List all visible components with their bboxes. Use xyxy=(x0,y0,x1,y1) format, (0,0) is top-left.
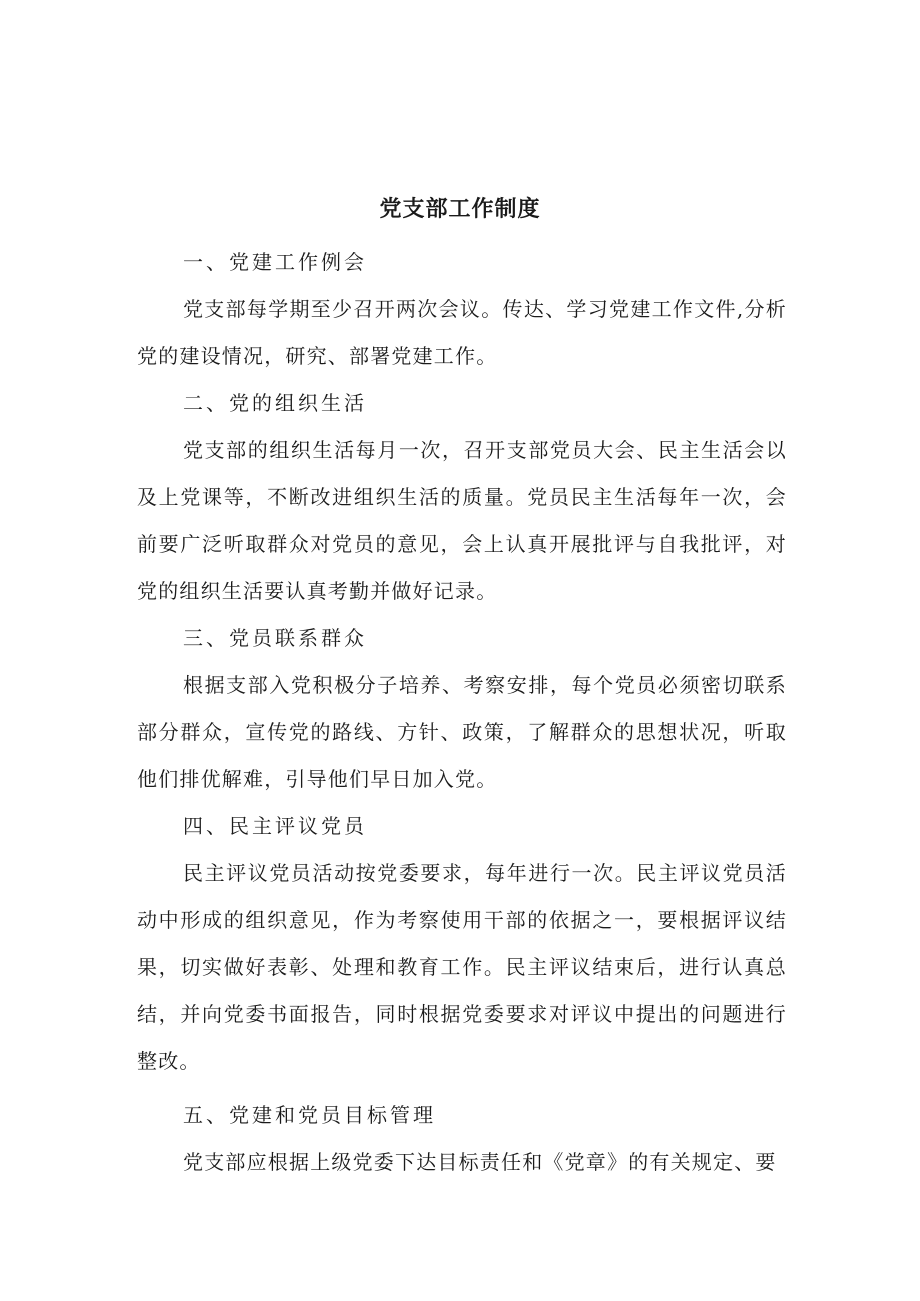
document-title: 党支部工作制度 xyxy=(379,197,541,222)
section-heading-4: 四、民主评议党员 xyxy=(183,814,367,838)
section-heading-3: 三、党员联系群众 xyxy=(183,626,367,650)
section-paragraph-4: 民主评议党员活动按党委要求，每年进行一次。民主评议党员活动中形成的组织意见，作为考察使用干部的依据之一，要根据评议结果，切实做好表彰、处理和教育工作。民主评议结束后，进行认真总结，并向党委书面报告，同时根据党委要求对评议中提出的问题进行整改。 xyxy=(137,861,787,1073)
section-paragraph-5: 党支部应根据上级党委下达目标责任和《党章》的有关规定、要 xyxy=(183,1150,777,1174)
section-paragraph-2: 党支部的组织生活每月一次，召开支部党员大会、民主生活会以及上党课等，不断改进组织生活的质量。党员民主生活每年一次，会前要广泛听取群众对党员的意见，会上认真开展批评与自我批评，对党的组织生活要认真考勤并做好记录。 xyxy=(137,438,787,603)
section-paragraph-3: 根据支部入党积极分子培养、考察安排，每个党员必须密切联系部分群众，宣传党的路线、方针、政策，了解群众的思想状况，听取他们排优解难，引导他们早日加入党。 xyxy=(137,673,787,791)
document-body xyxy=(137,239,787,1186)
section-heading-1: 一、党建工作例会 xyxy=(183,250,367,274)
section-paragraph-1: 党支部每学期至少召开两次会议。传达、学习党建工作文件,分析党的建设情况，研究、部署党建工作。 xyxy=(137,297,787,368)
section-heading-2: 二、党的组织生活 xyxy=(183,391,367,415)
section-heading-5: 五、党建和党员目标管理 xyxy=(183,1103,436,1127)
